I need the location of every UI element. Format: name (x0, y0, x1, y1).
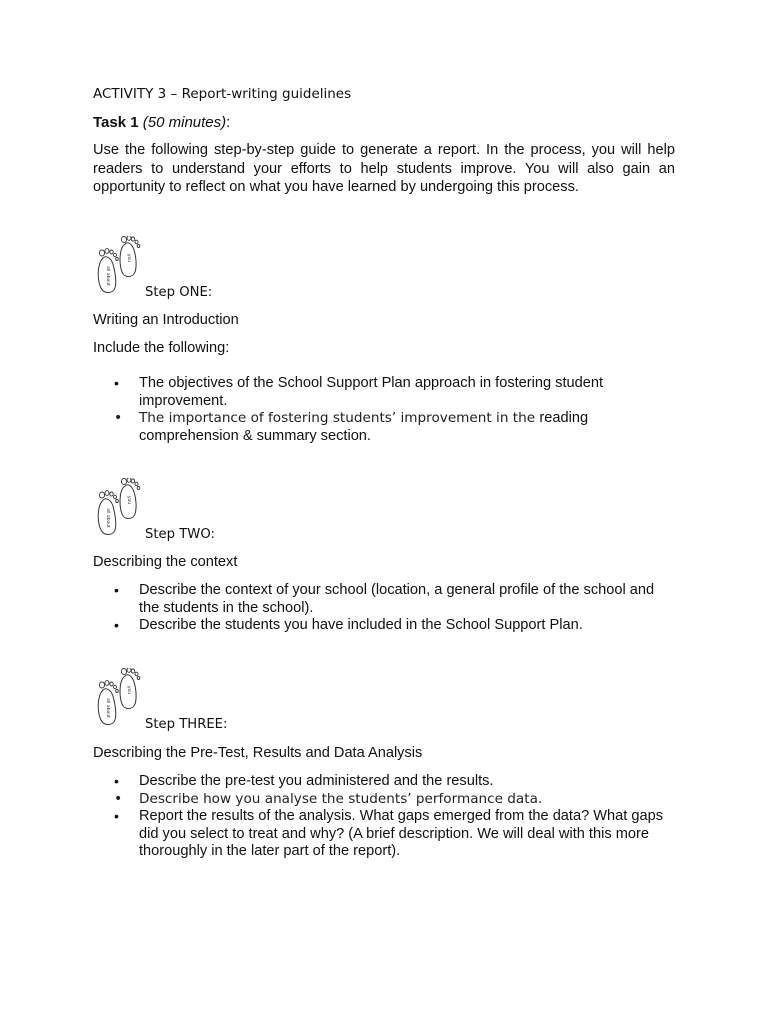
footprint-left-text: all about (105, 698, 110, 718)
step-two-heading: Describing the context (93, 554, 238, 570)
step-two-bullets (93, 582, 675, 635)
list-item-text: Report the results of the analysis. What gaps emerged from the data? What gaps did you select to treat and why? (A brief description. We will deal with this more thoroughly in the later part of the report). (139, 808, 664, 859)
list-item-text: Describe the students you have included in the School Support Plan. (139, 617, 583, 633)
footprint-right-text: you (126, 685, 131, 695)
footprint-left-text: all about (105, 508, 110, 528)
footprints-icon (93, 236, 141, 296)
list-item (93, 582, 675, 617)
task-duration: (50 minutes) (142, 114, 227, 131)
list-item-text-continued: reading comprehension & summary section. (139, 410, 589, 444)
step-one-heading: Writing an Introduction (93, 312, 239, 328)
footprints-icon (93, 478, 141, 538)
activity-title: ACTIVITY 3 – Report-writing guidelines (93, 86, 352, 102)
list-item-text: Describe the pre-test you administered and the results. (139, 773, 494, 789)
task-label: Task 1 (93, 114, 139, 131)
step-one-subheading: Include the following: (93, 340, 230, 356)
step-three-heading: Describing the Pre-Test, Results and Data Analysis (93, 745, 423, 761)
task-heading (93, 114, 230, 131)
list-item (93, 375, 675, 410)
list-item (93, 773, 675, 791)
list-item-text: Describe how you analyse the students’ performance data. (139, 790, 543, 807)
list-item-text: The objectives of the School Support Plan approach in fostering student improvement. (139, 375, 604, 409)
footprint-right-text: you (126, 495, 131, 505)
task-colon: : (226, 114, 231, 131)
list-item-text: Describe the context of your school (location, a general profile of the school and the students in the school). (139, 582, 655, 616)
list-item (93, 791, 675, 809)
step-three-bullets (93, 773, 675, 861)
step-two-label: Step TWO: (145, 527, 215, 542)
list-item (93, 617, 675, 635)
intro-paragraph: Use the following step-by-step guide to generate a report. In the process, you will help readers to understand your efforts to help students improve. You will also gain an opportunity to reflect on what you have learned by undergoing this process. (93, 142, 675, 195)
list-item (93, 410, 675, 445)
list-item-text: The importance of fostering students’ improvement in the (139, 410, 536, 426)
step-three-label: Step THREE: (145, 717, 228, 732)
footprints-icon (93, 668, 141, 728)
step-one-bullets (93, 375, 675, 445)
step-one-label: Step ONE: (145, 285, 213, 300)
footprint-right-text: you (126, 253, 131, 263)
footprint-left-text: all about (105, 266, 110, 286)
list-item (93, 808, 675, 861)
